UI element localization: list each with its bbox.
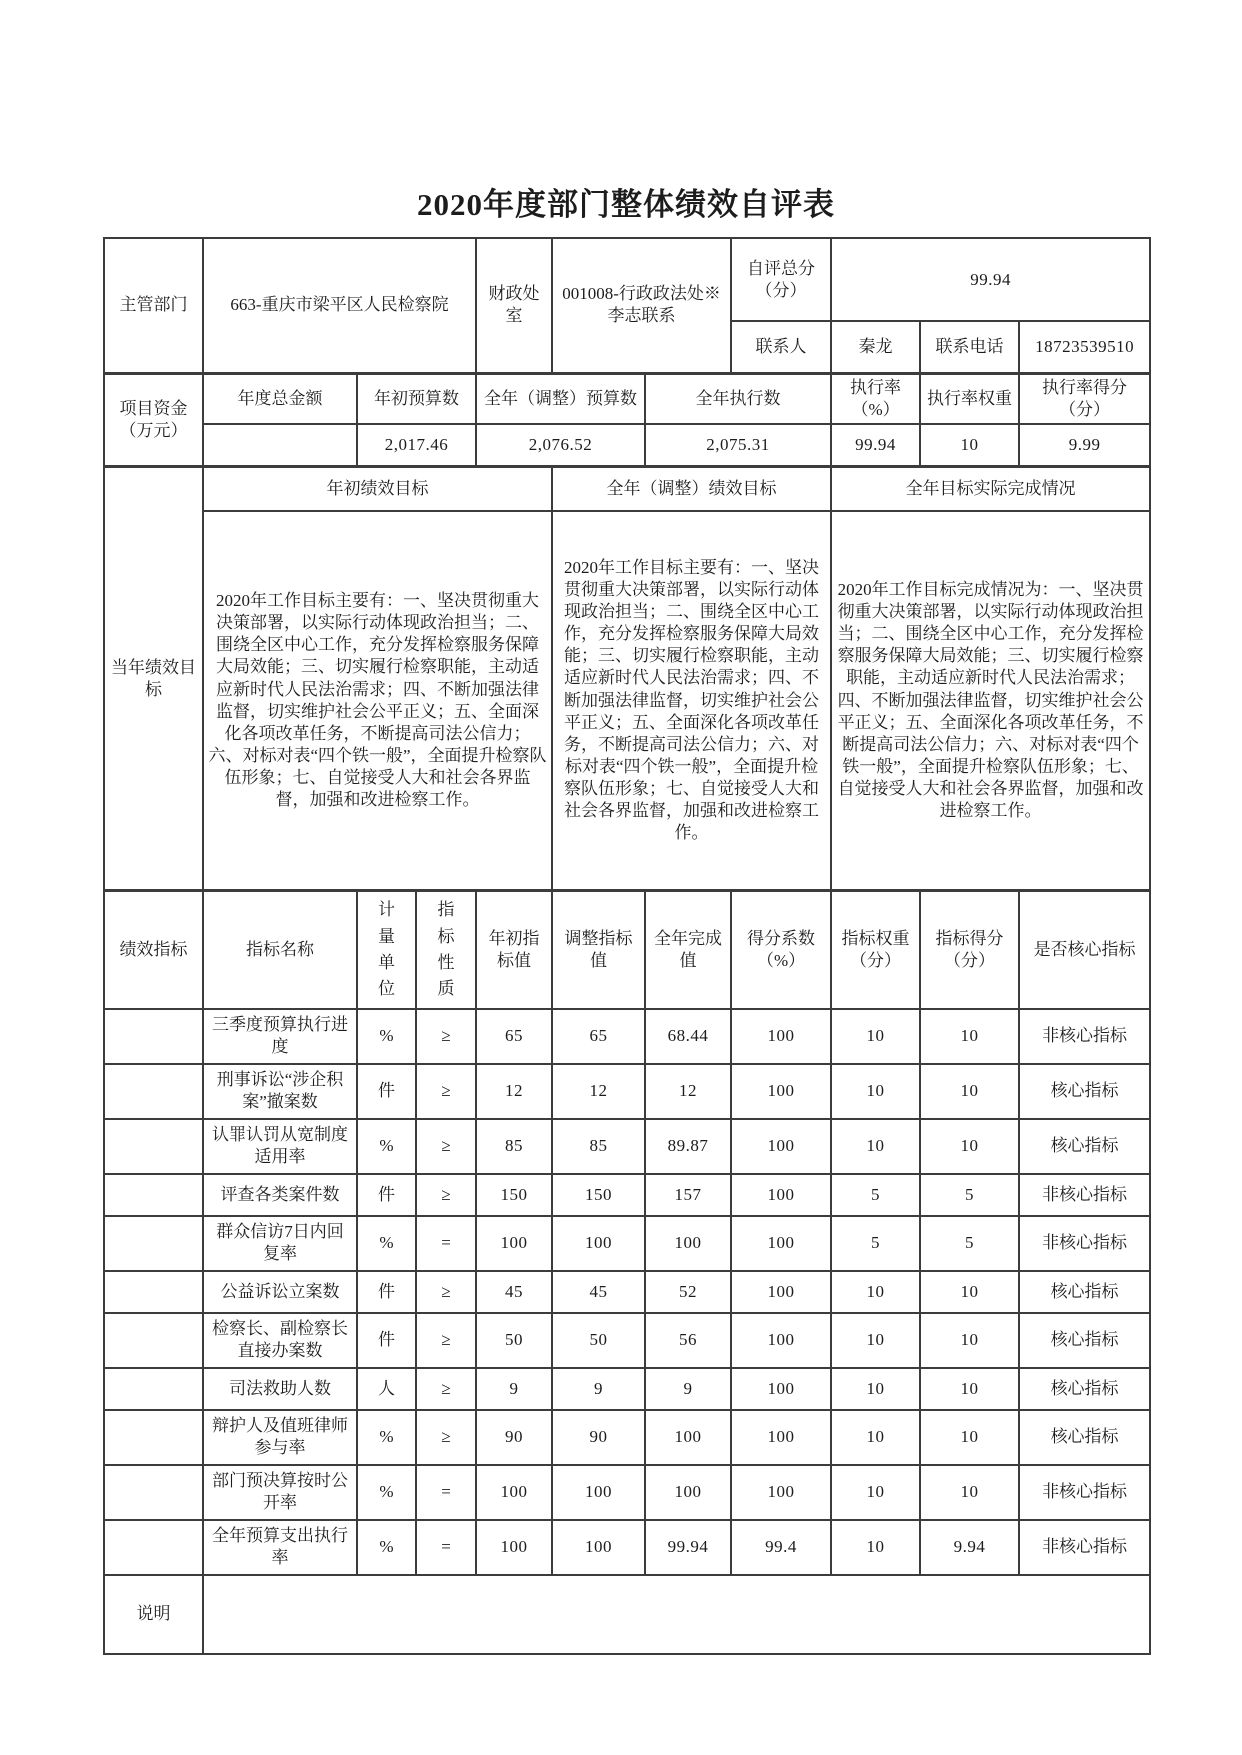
indicator-completed-cell: 100 bbox=[645, 1465, 731, 1520]
funds-header-exec-rate: 执行率（%） bbox=[831, 373, 920, 424]
indicator-name-cell: 三季度预算执行进度 bbox=[203, 1009, 357, 1064]
indicator-initial-cell: 90 bbox=[476, 1410, 552, 1465]
indicator-unit-cell: % bbox=[357, 1119, 416, 1174]
indicator-adjusted-cell: 100 bbox=[552, 1520, 645, 1575]
phone-label: 联系电话 bbox=[920, 321, 1019, 373]
contact-label: 联系人 bbox=[731, 321, 831, 373]
indicator-nature-cell: ≥ bbox=[416, 1174, 476, 1216]
indicator-header-coefficient: 得分系数（%） bbox=[731, 891, 831, 1009]
indicator-header-nature-text: 指标性质 bbox=[437, 900, 455, 999]
goal-adjusted-text: 2020年工作目标主要有：一、坚决贯彻重大决策部署，以实际行动体现政治担当；二、围绕全区中心工作，充分发挥检察服务保障大局效能；三、切实履行检察职能，主动适应新时代人民法治需求；四、不断加强法律监督，切实维护社会公平正义；五、全面深化各项改革任务，不断提高司法公信力；六、对标对表“四个铁一般”，全面提升检察队伍形象；七、自觉接受人大和社会各界监督，加强和改进检察工作。 bbox=[552, 511, 831, 891]
indicator-score-cell: 5 bbox=[920, 1216, 1019, 1271]
indicator-weight-cell: 10 bbox=[831, 1368, 920, 1410]
indicator-completed-cell: 9 bbox=[645, 1368, 731, 1410]
indicator-adjusted-cell: 12 bbox=[552, 1064, 645, 1119]
indicator-adjusted-cell: 85 bbox=[552, 1119, 645, 1174]
indicator-unit-cell: 件 bbox=[357, 1271, 416, 1313]
funds-header-total: 年度总金额 bbox=[203, 373, 357, 424]
indicator-row bbox=[104, 1064, 1150, 1119]
funds-value-exec-weight: 10 bbox=[920, 424, 1019, 467]
indicator-completed-cell: 56 bbox=[645, 1313, 731, 1368]
indicator-initial-cell: 65 bbox=[476, 1009, 552, 1064]
dept-label: 主管部门 bbox=[104, 238, 203, 373]
indicator-nature-cell: = bbox=[416, 1465, 476, 1520]
funds-value-adjusted-budget: 2,076.52 bbox=[476, 424, 645, 467]
goal-actual-header: 全年目标实际完成情况 bbox=[831, 467, 1150, 511]
indicator-completed-cell: 52 bbox=[645, 1271, 731, 1313]
indicator-row bbox=[104, 1368, 1150, 1410]
funds-header-initial-budget: 年初预算数 bbox=[357, 373, 476, 424]
indicators-header-row bbox=[104, 891, 1150, 1009]
indicator-row bbox=[104, 1410, 1150, 1465]
goal-adjusted-header: 全年（调整）绩效目标 bbox=[552, 467, 831, 511]
indicator-weight-cell: 5 bbox=[831, 1216, 920, 1271]
goals-section-label: 当年绩效目标 bbox=[104, 467, 203, 891]
indicator-completed-cell: 100 bbox=[645, 1216, 731, 1271]
indicator-header-name: 指标名称 bbox=[203, 891, 357, 1009]
indicator-category-cell bbox=[104, 1313, 203, 1368]
indicator-category-cell bbox=[104, 1520, 203, 1575]
indicator-weight-cell: 10 bbox=[831, 1313, 920, 1368]
funds-header-adjusted-budget: 全年（调整）预算数 bbox=[476, 373, 645, 424]
indicator-score-cell: 5 bbox=[920, 1174, 1019, 1216]
indicator-weight-cell: 10 bbox=[831, 1009, 920, 1064]
indicator-nature-cell: ≥ bbox=[416, 1271, 476, 1313]
indicator-header-completed: 全年完成值 bbox=[645, 891, 731, 1009]
indicator-weight-cell: 10 bbox=[831, 1465, 920, 1520]
goals-header-row bbox=[104, 467, 1150, 511]
notes-label: 说明 bbox=[104, 1575, 203, 1654]
indicator-score-cell: 10 bbox=[920, 1368, 1019, 1410]
indicator-unit-cell: % bbox=[357, 1410, 416, 1465]
indicator-initial-cell: 9 bbox=[476, 1368, 552, 1410]
indicator-adjusted-cell: 150 bbox=[552, 1174, 645, 1216]
indicator-unit-cell: % bbox=[357, 1009, 416, 1064]
indicator-name-cell: 部门预决算按时公开率 bbox=[203, 1465, 357, 1520]
indicator-coefficient-cell: 100 bbox=[731, 1465, 831, 1520]
notes-row bbox=[104, 1575, 1150, 1654]
indicator-adjusted-cell: 45 bbox=[552, 1271, 645, 1313]
indicator-initial-cell: 45 bbox=[476, 1271, 552, 1313]
page-title: 2020年度部门整体绩效自评表 bbox=[417, 187, 835, 222]
indicator-nature-cell: ≥ bbox=[416, 1064, 476, 1119]
indicator-weight-cell: 10 bbox=[831, 1064, 920, 1119]
indicator-completed-cell: 99.94 bbox=[645, 1520, 731, 1575]
indicator-weight-cell: 10 bbox=[831, 1520, 920, 1575]
indicator-row bbox=[104, 1174, 1150, 1216]
indicator-core-cell: 非核心指标 bbox=[1019, 1009, 1150, 1064]
indicator-score-cell: 10 bbox=[920, 1313, 1019, 1368]
contact-value: 秦龙 bbox=[831, 321, 920, 373]
funds-header-exec-score: 执行率得分（分） bbox=[1019, 373, 1150, 424]
funds-value-exec-rate: 99.94 bbox=[831, 424, 920, 467]
indicator-row bbox=[104, 1271, 1150, 1313]
indicator-category-cell bbox=[104, 1119, 203, 1174]
indicator-category-cell bbox=[104, 1009, 203, 1064]
indicators-section-label: 绩效指标 bbox=[104, 891, 203, 1009]
indicator-adjusted-cell: 100 bbox=[552, 1465, 645, 1520]
indicator-initial-cell: 85 bbox=[476, 1119, 552, 1174]
indicator-weight-cell: 10 bbox=[831, 1271, 920, 1313]
indicator-header-weight: 指标权重（分） bbox=[831, 891, 920, 1009]
eval-table bbox=[103, 237, 1151, 1655]
goal-actual-text: 2020年工作目标完成情况为：一、坚决贯彻重大决策部署，以实际行动体现政治担当；二、围绕全区中心工作，充分发挥检察服务保障大局效能；三、切实履行检察职能，主动适应新时代人民法治需求；四、不断加强法律监督，切实维护社会公平正义；五、全面深化各项改革任务，不断提高司法公信力；六、对标对表“四个铁一般”，全面提升检察队伍形象；七、自觉接受人大和社会各界监督，加强和改进检察工作。 bbox=[831, 511, 1150, 891]
indicator-completed-cell: 12 bbox=[645, 1064, 731, 1119]
indicator-completed-cell: 68.44 bbox=[645, 1009, 731, 1064]
indicator-completed-cell: 100 bbox=[645, 1410, 731, 1465]
indicator-adjusted-cell: 90 bbox=[552, 1410, 645, 1465]
indicator-name-cell: 评查各类案件数 bbox=[203, 1174, 357, 1216]
indicator-core-cell: 核心指标 bbox=[1019, 1064, 1150, 1119]
indicator-header-adjusted: 调整指标值 bbox=[552, 891, 645, 1009]
indicator-coefficient-cell: 100 bbox=[731, 1009, 831, 1064]
indicator-score-cell: 10 bbox=[920, 1009, 1019, 1064]
indicator-nature-cell: ≥ bbox=[416, 1119, 476, 1174]
indicator-category-cell bbox=[104, 1271, 203, 1313]
indicator-core-cell: 非核心指标 bbox=[1019, 1216, 1150, 1271]
dept-value: 663-重庆市梁平区人民检察院 bbox=[203, 238, 476, 373]
indicator-name-cell: 群众信访7日内回复率 bbox=[203, 1216, 357, 1271]
indicator-unit-cell: 件 bbox=[357, 1174, 416, 1216]
funds-value-row bbox=[104, 424, 1150, 467]
indicator-nature-cell: = bbox=[416, 1520, 476, 1575]
indicator-unit-cell: 人 bbox=[357, 1368, 416, 1410]
self-score-value: 99.94 bbox=[831, 238, 1150, 321]
indicator-nature-cell: ≥ bbox=[416, 1313, 476, 1368]
indicator-weight-cell: 10 bbox=[831, 1119, 920, 1174]
indicator-header-score: 指标得分（分） bbox=[920, 891, 1019, 1009]
indicator-coefficient-cell: 100 bbox=[731, 1368, 831, 1410]
indicator-name-cell: 全年预算支出执行率 bbox=[203, 1520, 357, 1575]
indicator-category-cell bbox=[104, 1465, 203, 1520]
indicator-nature-cell: = bbox=[416, 1216, 476, 1271]
indicator-name-cell: 认罪认罚从宽制度适用率 bbox=[203, 1119, 357, 1174]
indicator-score-cell: 9.94 bbox=[920, 1520, 1019, 1575]
indicator-core-cell: 非核心指标 bbox=[1019, 1465, 1150, 1520]
indicator-coefficient-cell: 100 bbox=[731, 1313, 831, 1368]
funds-header-executed: 全年执行数 bbox=[645, 373, 831, 424]
indicator-category-cell bbox=[104, 1368, 203, 1410]
indicator-header-initial: 年初指标值 bbox=[476, 891, 552, 1009]
notes-value bbox=[203, 1575, 1150, 1654]
indicator-row bbox=[104, 1009, 1150, 1064]
indicator-nature-cell: ≥ bbox=[416, 1368, 476, 1410]
indicator-coefficient-cell: 99.4 bbox=[731, 1520, 831, 1575]
indicator-category-cell bbox=[104, 1064, 203, 1119]
indicator-unit-cell: % bbox=[357, 1465, 416, 1520]
indicator-coefficient-cell: 100 bbox=[731, 1119, 831, 1174]
indicator-coefficient-cell: 100 bbox=[731, 1064, 831, 1119]
indicator-core-cell: 核心指标 bbox=[1019, 1410, 1150, 1465]
indicator-core-cell: 非核心指标 bbox=[1019, 1174, 1150, 1216]
indicator-row bbox=[104, 1216, 1150, 1271]
indicator-unit-cell: % bbox=[357, 1520, 416, 1575]
funds-header-exec-weight: 执行率权重 bbox=[920, 373, 1019, 424]
indicator-row bbox=[104, 1313, 1150, 1368]
indicator-coefficient-cell: 100 bbox=[731, 1410, 831, 1465]
indicator-category-cell bbox=[104, 1410, 203, 1465]
funds-header-row bbox=[104, 373, 1150, 424]
indicator-header-unit bbox=[357, 891, 416, 1009]
indicator-core-cell: 核心指标 bbox=[1019, 1119, 1150, 1174]
indicator-coefficient-cell: 100 bbox=[731, 1174, 831, 1216]
funds-value-exec-score: 9.99 bbox=[1019, 424, 1150, 467]
indicator-adjusted-cell: 100 bbox=[552, 1216, 645, 1271]
indicator-adjusted-cell: 50 bbox=[552, 1313, 645, 1368]
finance-office-value: 001008-行政政法处※李志联系 bbox=[552, 238, 731, 373]
indicator-nature-cell: ≥ bbox=[416, 1410, 476, 1465]
indicator-weight-cell: 5 bbox=[831, 1174, 920, 1216]
indicator-name-cell: 刑事诉讼“涉企积案”撤案数 bbox=[203, 1064, 357, 1119]
indicator-core-cell: 非核心指标 bbox=[1019, 1520, 1150, 1575]
indicator-adjusted-cell: 65 bbox=[552, 1009, 645, 1064]
indicator-score-cell: 10 bbox=[920, 1119, 1019, 1174]
indicator-unit-cell: % bbox=[357, 1216, 416, 1271]
indicator-unit-cell: 件 bbox=[357, 1313, 416, 1368]
indicator-core-cell: 核心指标 bbox=[1019, 1271, 1150, 1313]
goal-initial-header: 年初绩效目标 bbox=[203, 467, 552, 511]
indicator-name-cell: 辩护人及值班律师参与率 bbox=[203, 1410, 357, 1465]
indicator-initial-cell: 12 bbox=[476, 1064, 552, 1119]
funds-value-total bbox=[203, 424, 357, 467]
indicator-initial-cell: 150 bbox=[476, 1174, 552, 1216]
indicator-category-cell bbox=[104, 1216, 203, 1271]
indicator-name-cell: 司法救助人数 bbox=[203, 1368, 357, 1410]
indicator-category-cell bbox=[104, 1174, 203, 1216]
header-row-1 bbox=[104, 238, 1150, 321]
goal-initial-text: 2020年工作目标主要有：一、坚决贯彻重大决策部署，以实际行动体现政治担当；二、围绕全区中心工作，充分发挥检察服务保障大局效能；三、切实履行检察职能，主动适应新时代人民法治需求；四、不断加强法律监督，切实维护社会公平正义；五、全面深化各项改革任务，不断提高司法公信力；六、对标对表“四个铁一般”，全面提升检察队伍形象；七、自觉接受人大和社会各界监督，加强和改进检察工作。 bbox=[203, 511, 552, 891]
indicator-score-cell: 10 bbox=[920, 1410, 1019, 1465]
indicator-name-cell: 公益诉讼立案数 bbox=[203, 1271, 357, 1313]
indicator-coefficient-cell: 100 bbox=[731, 1216, 831, 1271]
indicator-row bbox=[104, 1520, 1150, 1575]
indicator-name-cell: 检察长、副检察长直接办案数 bbox=[203, 1313, 357, 1368]
self-score-label: 自评总分（分） bbox=[731, 238, 831, 321]
document-page bbox=[103, 0, 1149, 1655]
indicator-coefficient-cell: 100 bbox=[731, 1271, 831, 1313]
indicator-initial-cell: 100 bbox=[476, 1216, 552, 1271]
indicator-score-cell: 10 bbox=[920, 1465, 1019, 1520]
goals-text-row bbox=[104, 511, 1150, 891]
finance-office-label: 财政处室 bbox=[476, 238, 552, 373]
indicator-initial-cell: 100 bbox=[476, 1465, 552, 1520]
indicator-initial-cell: 50 bbox=[476, 1313, 552, 1368]
indicator-weight-cell: 10 bbox=[831, 1410, 920, 1465]
funds-value-executed: 2,075.31 bbox=[645, 424, 831, 467]
indicator-header-nature bbox=[416, 891, 476, 1009]
indicator-initial-cell: 100 bbox=[476, 1520, 552, 1575]
indicator-row bbox=[104, 1119, 1150, 1174]
funds-section-label: 项目资金（万元） bbox=[104, 373, 203, 467]
indicator-score-cell: 10 bbox=[920, 1064, 1019, 1119]
indicator-header-unit-text: 计量单位 bbox=[378, 900, 395, 999]
phone-value: 18723539510 bbox=[1019, 321, 1150, 373]
indicator-adjusted-cell: 9 bbox=[552, 1368, 645, 1410]
indicator-core-cell: 核心指标 bbox=[1019, 1313, 1150, 1368]
indicator-core-cell: 核心指标 bbox=[1019, 1368, 1150, 1410]
indicator-header-core: 是否核心指标 bbox=[1019, 891, 1150, 1009]
indicator-row bbox=[104, 1465, 1150, 1520]
indicator-nature-cell: ≥ bbox=[416, 1009, 476, 1064]
funds-value-initial-budget: 2,017.46 bbox=[357, 424, 476, 467]
indicator-completed-cell: 89.87 bbox=[645, 1119, 731, 1174]
indicator-score-cell: 10 bbox=[920, 1271, 1019, 1313]
indicator-completed-cell: 157 bbox=[645, 1174, 731, 1216]
indicator-unit-cell: 件 bbox=[357, 1064, 416, 1119]
